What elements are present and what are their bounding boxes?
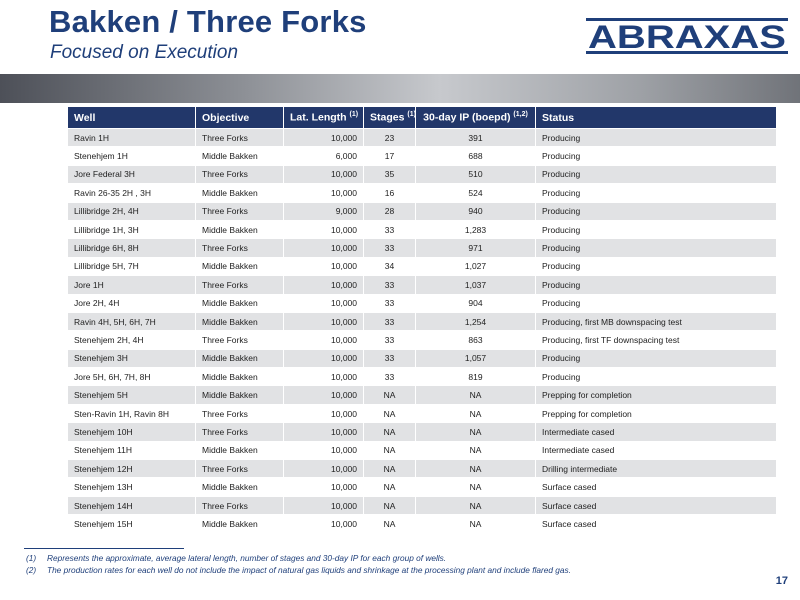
cell-well: Jore Federal 3H: [68, 165, 196, 183]
cell-stages: 16: [364, 184, 416, 202]
cell-stages: 33: [364, 368, 416, 386]
cell-status: Intermediate cased: [536, 441, 777, 459]
cell-ip: 863: [416, 331, 536, 349]
column-header-status: Status: [536, 107, 777, 129]
cell-lat-length: 10,000: [284, 460, 364, 478]
cell-lat-length: 10,000: [284, 165, 364, 183]
cell-lat-length: 10,000: [284, 404, 364, 422]
table-header-row: [68, 107, 777, 129]
cell-ip: 819: [416, 368, 536, 386]
cell-stages: 33: [364, 331, 416, 349]
cell-lat-length: 10,000: [284, 496, 364, 514]
table-row: [68, 257, 777, 275]
cell-ip: 1,027: [416, 257, 536, 275]
cell-well: Jore 5H, 6H, 7H, 8H: [68, 368, 196, 386]
cell-status: Intermediate cased: [536, 423, 777, 441]
wells-table: [67, 106, 777, 534]
cell-objective: Three Forks: [196, 165, 284, 183]
cell-well: Stenehjem 3H: [68, 349, 196, 367]
cell-objective: Three Forks: [196, 202, 284, 220]
cell-well: Stenehjem 12H: [68, 460, 196, 478]
table-row: [68, 331, 777, 349]
cell-well: Stenehjem 11H: [68, 441, 196, 459]
cell-well: Lillibridge 2H, 4H: [68, 202, 196, 220]
cell-ip: 524: [416, 184, 536, 202]
cell-status: Surface cased: [536, 496, 777, 514]
cell-status: Prepping for completion: [536, 404, 777, 422]
cell-objective: Three Forks: [196, 276, 284, 294]
column-header-lat-length: Lat. Length $^{(1)}$: [284, 107, 364, 129]
cell-well: Stenehjem 10H: [68, 423, 196, 441]
cell-status: Producing: [536, 276, 777, 294]
cell-status: Producing: [536, 129, 777, 147]
cell-ip: 904: [416, 294, 536, 312]
cell-status: Producing: [536, 239, 777, 257]
column-header-stages: Stages $^{(1)}$: [364, 107, 416, 129]
cell-ip: 510: [416, 165, 536, 183]
cell-well: Ravin 4H, 5H, 6H, 7H: [68, 312, 196, 330]
cell-status: Producing, first TF downspacing test: [536, 331, 777, 349]
cell-ip: 1,057: [416, 349, 536, 367]
cell-status: Producing: [536, 349, 777, 367]
column-header-objective: Objective: [196, 107, 284, 129]
cell-objective: Middle Bakken: [196, 349, 284, 367]
cell-objective: Three Forks: [196, 460, 284, 478]
cell-stages: 33: [364, 349, 416, 367]
footnote-divider: [24, 548, 184, 549]
cell-ip: NA: [416, 496, 536, 514]
cell-status: Producing, first MB downspacing test: [536, 312, 777, 330]
cell-ip: NA: [416, 515, 536, 533]
cell-lat-length: 10,000: [284, 239, 364, 257]
cell-lat-length: 10,000: [284, 129, 364, 147]
header-band: [0, 74, 800, 103]
table-row: [68, 220, 777, 238]
page-title: Bakken / Three Forks: [49, 4, 367, 39]
cell-objective: Middle Bakken: [196, 515, 284, 533]
cell-well: Lillibridge 5H, 7H: [68, 257, 196, 275]
cell-status: Drilling intermediate: [536, 460, 777, 478]
cell-status: Producing: [536, 147, 777, 165]
cell-objective: Middle Bakken: [196, 368, 284, 386]
cell-well: Stenehjem 15H: [68, 515, 196, 533]
cell-lat-length: 10,000: [284, 331, 364, 349]
table-row: [68, 368, 777, 386]
cell-ip: NA: [416, 404, 536, 422]
cell-lat-length: 10,000: [284, 220, 364, 238]
cell-objective: Three Forks: [196, 129, 284, 147]
cell-stages: NA: [364, 441, 416, 459]
cell-lat-length: 10,000: [284, 276, 364, 294]
table-row: [68, 515, 777, 533]
cell-lat-length: 10,000: [284, 312, 364, 330]
cell-stages: 33: [364, 239, 416, 257]
cell-ip: 940: [416, 202, 536, 220]
cell-well: Lillibridge 6H, 8H: [68, 239, 196, 257]
cell-stages: 33: [364, 220, 416, 238]
cell-objective: Middle Bakken: [196, 184, 284, 202]
cell-stages: 35: [364, 165, 416, 183]
cell-ip: 1,037: [416, 276, 536, 294]
cell-well: Ravin 1H: [68, 129, 196, 147]
table-row: [68, 404, 777, 422]
table-row: [68, 496, 777, 514]
table-row: [68, 423, 777, 441]
cell-objective: Middle Bakken: [196, 294, 284, 312]
abraxas-logo: [586, 12, 788, 60]
cell-objective: Three Forks: [196, 423, 284, 441]
cell-well: Stenehjem 1H: [68, 147, 196, 165]
cell-objective: Middle Bakken: [196, 441, 284, 459]
cell-well: Sten-Ravin 1H, Ravin 8H: [68, 404, 196, 422]
table-row: [68, 460, 777, 478]
table-row: [68, 441, 777, 459]
cell-stages: 33: [364, 276, 416, 294]
cell-objective: Middle Bakken: [196, 386, 284, 404]
cell-lat-length: 9,000: [284, 202, 364, 220]
cell-well: Lillibridge 1H, 3H: [68, 220, 196, 238]
footnote-2: (2) The production rates for each well do not include the impact of natural gas liquids and shrinkage at the processing plant and include flared gas.: [26, 565, 571, 575]
cell-status: Producing: [536, 220, 777, 238]
cell-lat-length: 10,000: [284, 349, 364, 367]
page-number: 17: [775, 575, 788, 587]
cell-lat-length: 10,000: [284, 294, 364, 312]
table-row: [68, 202, 777, 220]
cell-well: Jore 1H: [68, 276, 196, 294]
cell-stages: NA: [364, 496, 416, 514]
cell-well: Ravin 26-35 2H , 3H: [68, 184, 196, 202]
cell-ip: 688: [416, 147, 536, 165]
logo-wordmark: ABRAXAS: [588, 19, 786, 55]
cell-well: Jore 2H, 4H: [68, 294, 196, 312]
cell-status: Surface cased: [536, 478, 777, 496]
column-header-well: Well: [68, 107, 196, 129]
cell-ip: 1,254: [416, 312, 536, 330]
cell-stages: 28: [364, 202, 416, 220]
cell-stages: NA: [364, 478, 416, 496]
cell-lat-length: 6,000: [284, 147, 364, 165]
cell-stages: NA: [364, 515, 416, 533]
column-header-ip: 30-day IP (boepd) $^{(1,2)}$: [416, 107, 536, 129]
cell-objective: Middle Bakken: [196, 147, 284, 165]
cell-status: Producing: [536, 294, 777, 312]
cell-well: Stenehjem 13H: [68, 478, 196, 496]
cell-objective: Middle Bakken: [196, 312, 284, 330]
cell-lat-length: 10,000: [284, 478, 364, 496]
table-row: [68, 239, 777, 257]
cell-lat-length: 10,000: [284, 386, 364, 404]
cell-status: Prepping for completion: [536, 386, 777, 404]
table-row: [68, 386, 777, 404]
cell-status: Producing: [536, 257, 777, 275]
cell-well: Stenehjem 2H, 4H: [68, 331, 196, 349]
cell-objective: Three Forks: [196, 239, 284, 257]
cell-ip: 391: [416, 129, 536, 147]
table-row: [68, 147, 777, 165]
cell-objective: Middle Bakken: [196, 257, 284, 275]
cell-stages: 33: [364, 312, 416, 330]
cell-objective: Middle Bakken: [196, 478, 284, 496]
table-row: [68, 478, 777, 496]
cell-stages: NA: [364, 423, 416, 441]
cell-well: Stenehjem 14H: [68, 496, 196, 514]
cell-status: Producing: [536, 368, 777, 386]
cell-objective: Three Forks: [196, 331, 284, 349]
cell-objective: Three Forks: [196, 404, 284, 422]
table-body: [68, 129, 777, 534]
cell-objective: Middle Bakken: [196, 220, 284, 238]
cell-stages: NA: [364, 404, 416, 422]
table-row: [68, 276, 777, 294]
cell-lat-length: 10,000: [284, 257, 364, 275]
cell-status: Producing: [536, 202, 777, 220]
cell-stages: 33: [364, 294, 416, 312]
cell-stages: NA: [364, 460, 416, 478]
cell-lat-length: 10,000: [284, 368, 364, 386]
cell-objective: Three Forks: [196, 496, 284, 514]
cell-stages: NA: [364, 386, 416, 404]
cell-stages: 23: [364, 129, 416, 147]
cell-ip: NA: [416, 386, 536, 404]
page-subtitle: Focused on Execution: [50, 42, 239, 63]
cell-stages: 34: [364, 257, 416, 275]
cell-lat-length: 10,000: [284, 423, 364, 441]
table-row: [68, 129, 777, 147]
footnotes: [26, 552, 726, 576]
cell-ip: NA: [416, 460, 536, 478]
table-row: [68, 294, 777, 312]
cell-lat-length: 10,000: [284, 441, 364, 459]
cell-ip: 971: [416, 239, 536, 257]
table-row: [68, 349, 777, 367]
cell-stages: 17: [364, 147, 416, 165]
cell-lat-length: 10,000: [284, 184, 364, 202]
cell-ip: NA: [416, 441, 536, 459]
table-row: [68, 165, 777, 183]
table-row: [68, 312, 777, 330]
footnote-1: (1) Represents the approximate, average lateral length, number of stages and 30-day IP for each group of wells.: [26, 553, 447, 563]
cell-status: Surface cased: [536, 515, 777, 533]
cell-lat-length: 10,000: [284, 515, 364, 533]
table-row: [68, 184, 777, 202]
cell-ip: NA: [416, 423, 536, 441]
cell-status: Producing: [536, 165, 777, 183]
cell-ip: NA: [416, 478, 536, 496]
cell-status: Producing: [536, 184, 777, 202]
cell-ip: 1,283: [416, 220, 536, 238]
cell-well: Stenehjem 5H: [68, 386, 196, 404]
